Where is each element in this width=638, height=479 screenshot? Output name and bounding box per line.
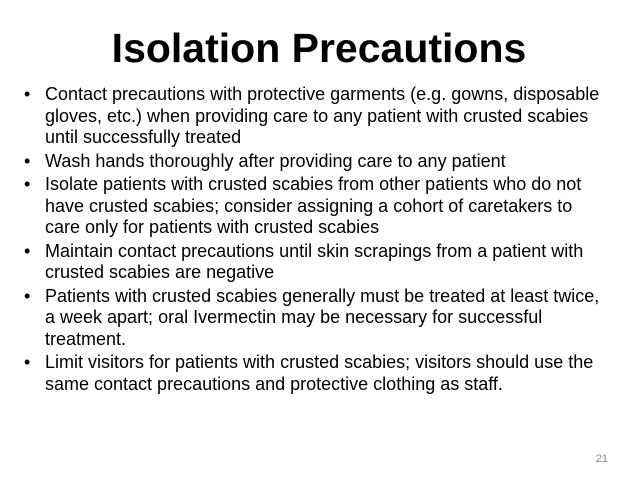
bullet-item-contact-precautions (24, 84, 604, 149)
bullet-item-wash-hands (24, 151, 604, 173)
bullet-text: Limit visitors for patients with crusted scabies; visitors should use the same contact precautions and protective clothing as staff. (45, 352, 594, 394)
bullet-dot-icon: • (24, 84, 31, 104)
bullet-item-isolate-patients (24, 174, 604, 239)
bullet-dot-icon: • (24, 174, 31, 194)
bullet-text: Wash hands thoroughly after providing care to any patient (45, 150, 506, 171)
bullet-text: Maintain contact precautions until skin scrapings from a patient with crusted scabies are negative (45, 240, 584, 282)
slide-title: Isolation Precautions (111, 25, 527, 71)
bullet-text: Patients with crusted scabies generally must be treated at least twice, a week apart; oral Ivermectin may be necessary for successful treatment. (45, 285, 600, 349)
bullet-item-maintain-precautions (24, 241, 604, 284)
bullet-list (24, 84, 604, 397)
bullet-text: Contact precautions with protective garments (e.g. gowns, disposable gloves, etc.) when providing care to any patient with crusted scabies until successfully treated (45, 84, 600, 147)
bullet-dot-icon: • (24, 285, 31, 306)
bullet-item-treatment (24, 286, 604, 351)
bullet-item-limit-visitors (24, 352, 604, 395)
page-number: 21 (595, 453, 608, 465)
bullet-text: Isolate patients with crusted scabies from other patients who do not have crusted scabies; consider assigning a cohort of caretakers to care only for patients with crusted scabies (45, 174, 582, 237)
bullet-dot-icon: • (24, 352, 31, 372)
bullet-dot-icon: • (24, 240, 31, 261)
bullet-dot-icon: • (24, 150, 31, 171)
